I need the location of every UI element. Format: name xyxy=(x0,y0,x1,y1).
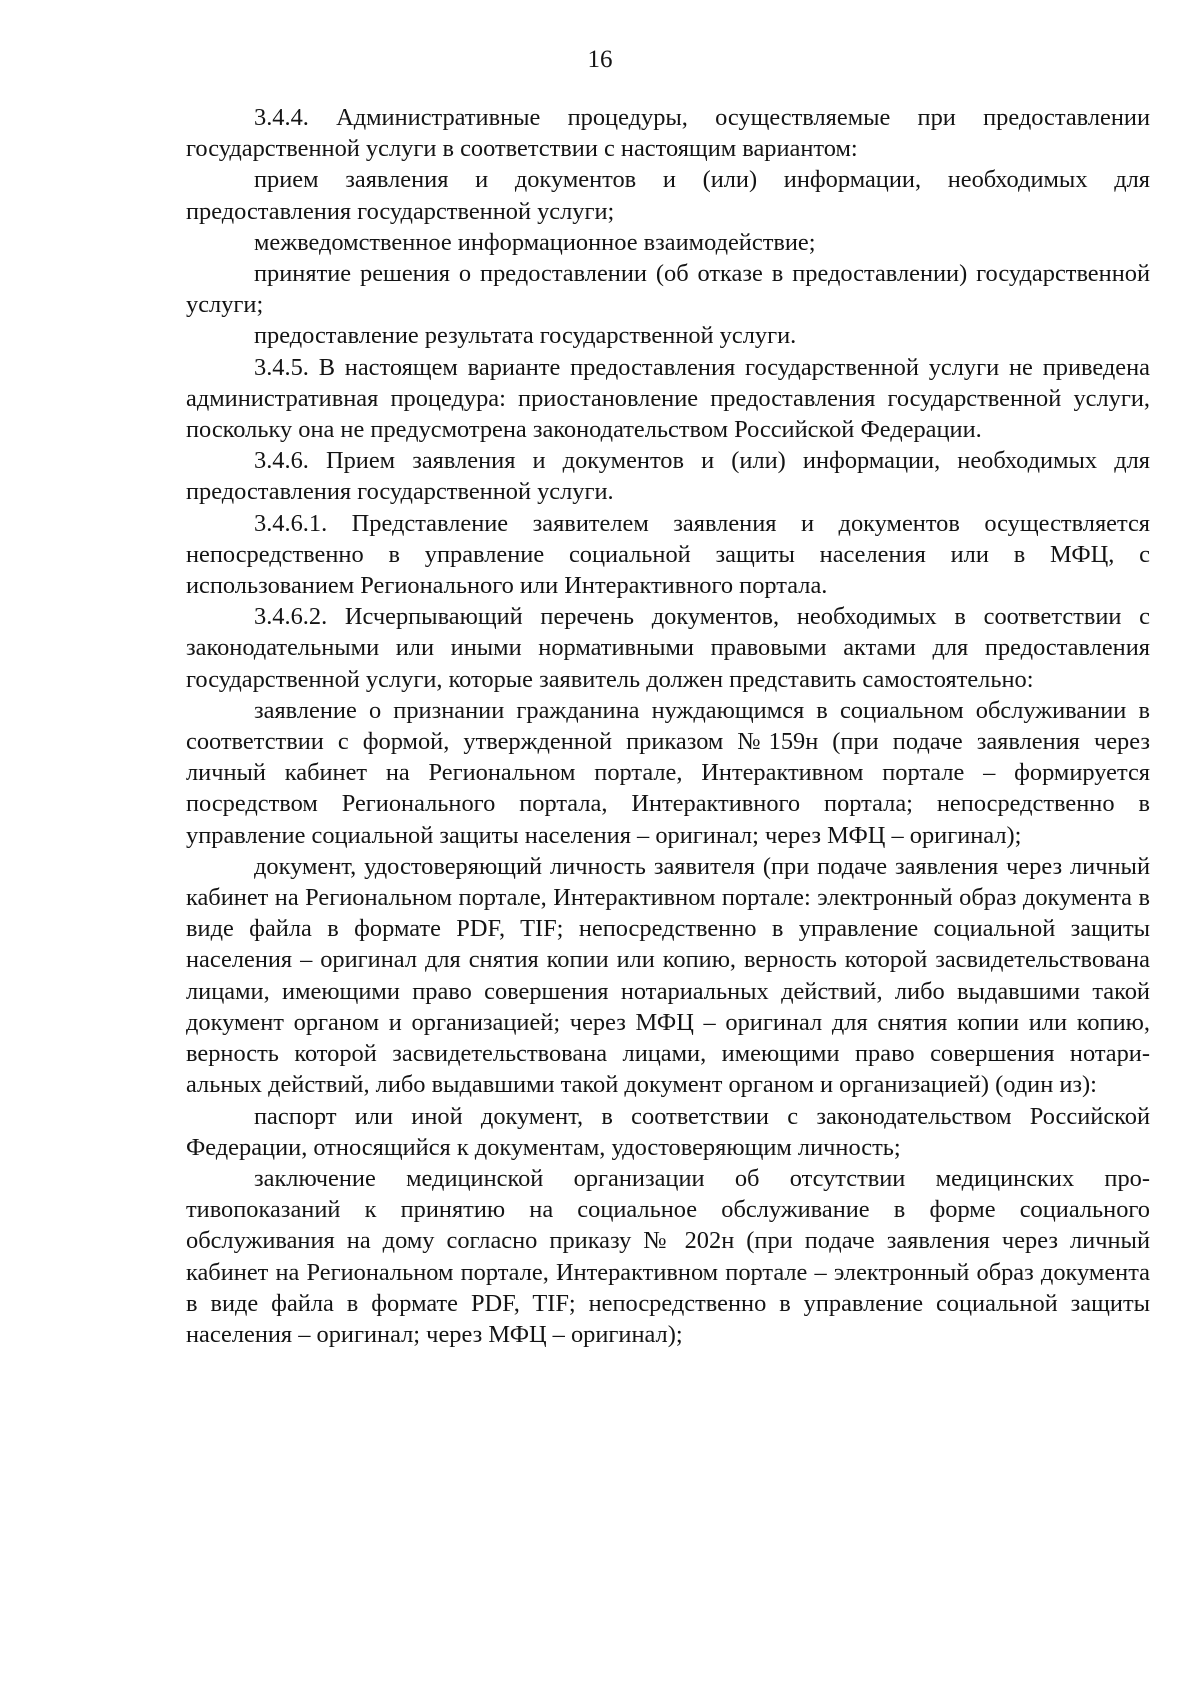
list-item-reception: прием заявления и документов и (или) информации, необходимых для предоставления государственной услуги; xyxy=(186,166,1150,225)
paragraph-3-4-6-1: 3.4.6.1. Представление заявителем заявления и документов осуществляется непосредственно в управление социальной защиты населения или в МФЦ, с использованием Регионального или Интерактивного портала. xyxy=(186,509,1150,600)
paragraph-3-4-5: 3.4.5. В настоящем варианте предоставления государственной услуги не приведена административная процедура: приостановление предоставления государственной услуги, поскольку она не предусмотрена законодательством Российской Федерации. xyxy=(186,353,1150,444)
list-item-medical-conclusion: заключение медицинской организации об отсутствии медицинских противопоказаний к принятию на социальное обслуживание в форме социального обслуживания на дому согласно приказу № 202н (при подаче заявления через личный кабинет на Региональном портале, Интерактивном портале – электронный образ документа в виде файла в формате PDF, TIF; непосредственно в управление социальной защиты населения – оригинал; через МФЦ – оригинал); xyxy=(186,1164,1150,1348)
list-item-application: заявление о признании гражданина нуждающимся в социальном обслуживании в соответствии с формой, утвержденной приказом №159н (при подаче заявления через личный кабинет на Региональном портале, Интерактивном портале – формируется посредством Регионального портала, Интерактивного портала; непосредственно в управление социальной защиты населения – оригинал; через МФЦ – оригинал); xyxy=(186,696,1150,849)
document-body xyxy=(186,102,1150,1350)
page-number: 16 xyxy=(587,46,613,73)
list-item-interagency: межведомственное информационное взаимодействие; xyxy=(254,228,816,256)
list-item-identity-document: документ, удостоверяющий личность заявителя (при подаче заявления через личный кабинет на Региональном портале, Интерактивном портале: электронный образ документа в виде файла в формате PDF, TIF; непосредственно в управление социальной защиты населения – оригинал для снятия копии или копию, верность которой засвидетельствована лицами, имеющими право совершения нотариальных действий, либо выдавшими такой документ органом и организацией; через МФЦ – оригинал для снятия копии или копию, верность которой засвидетельствована лицами, имеющими право совершения нотариальных действий, либо выдавшими такой документ органом и организацией) (один из): xyxy=(186,852,1150,1099)
list-item-decision: принятие решения о предоставлении (об отказе в предоставлении) государственной услуги; xyxy=(186,260,1150,319)
list-item-result: предоставление результата государственной услуги. xyxy=(254,322,797,350)
list-item-passport: паспорт или иной документ, в соответствии с законодательством Российской Федерации, относящийся к документам, удостоверяющим личность; xyxy=(186,1102,1150,1161)
paragraph-3-4-4: 3.4.4. Административные процедуры, осуществляемые при предоставлении государственной услуги в соответствии с настоящим вариантом: xyxy=(186,104,1150,163)
paragraph-3-4-6: 3.4.6. Прием заявления и документов и (или) информации, необходимых для предоставления государственной услуги. xyxy=(186,447,1150,506)
paragraph-3-4-6-2: 3.4.6.2. Исчерпывающий перечень документов, необходимых в соответствии с законодательными или иными нормативными правовыми актами для предоставления государственной услуги, которые заявитель должен представить самостоятельно: xyxy=(186,603,1150,693)
